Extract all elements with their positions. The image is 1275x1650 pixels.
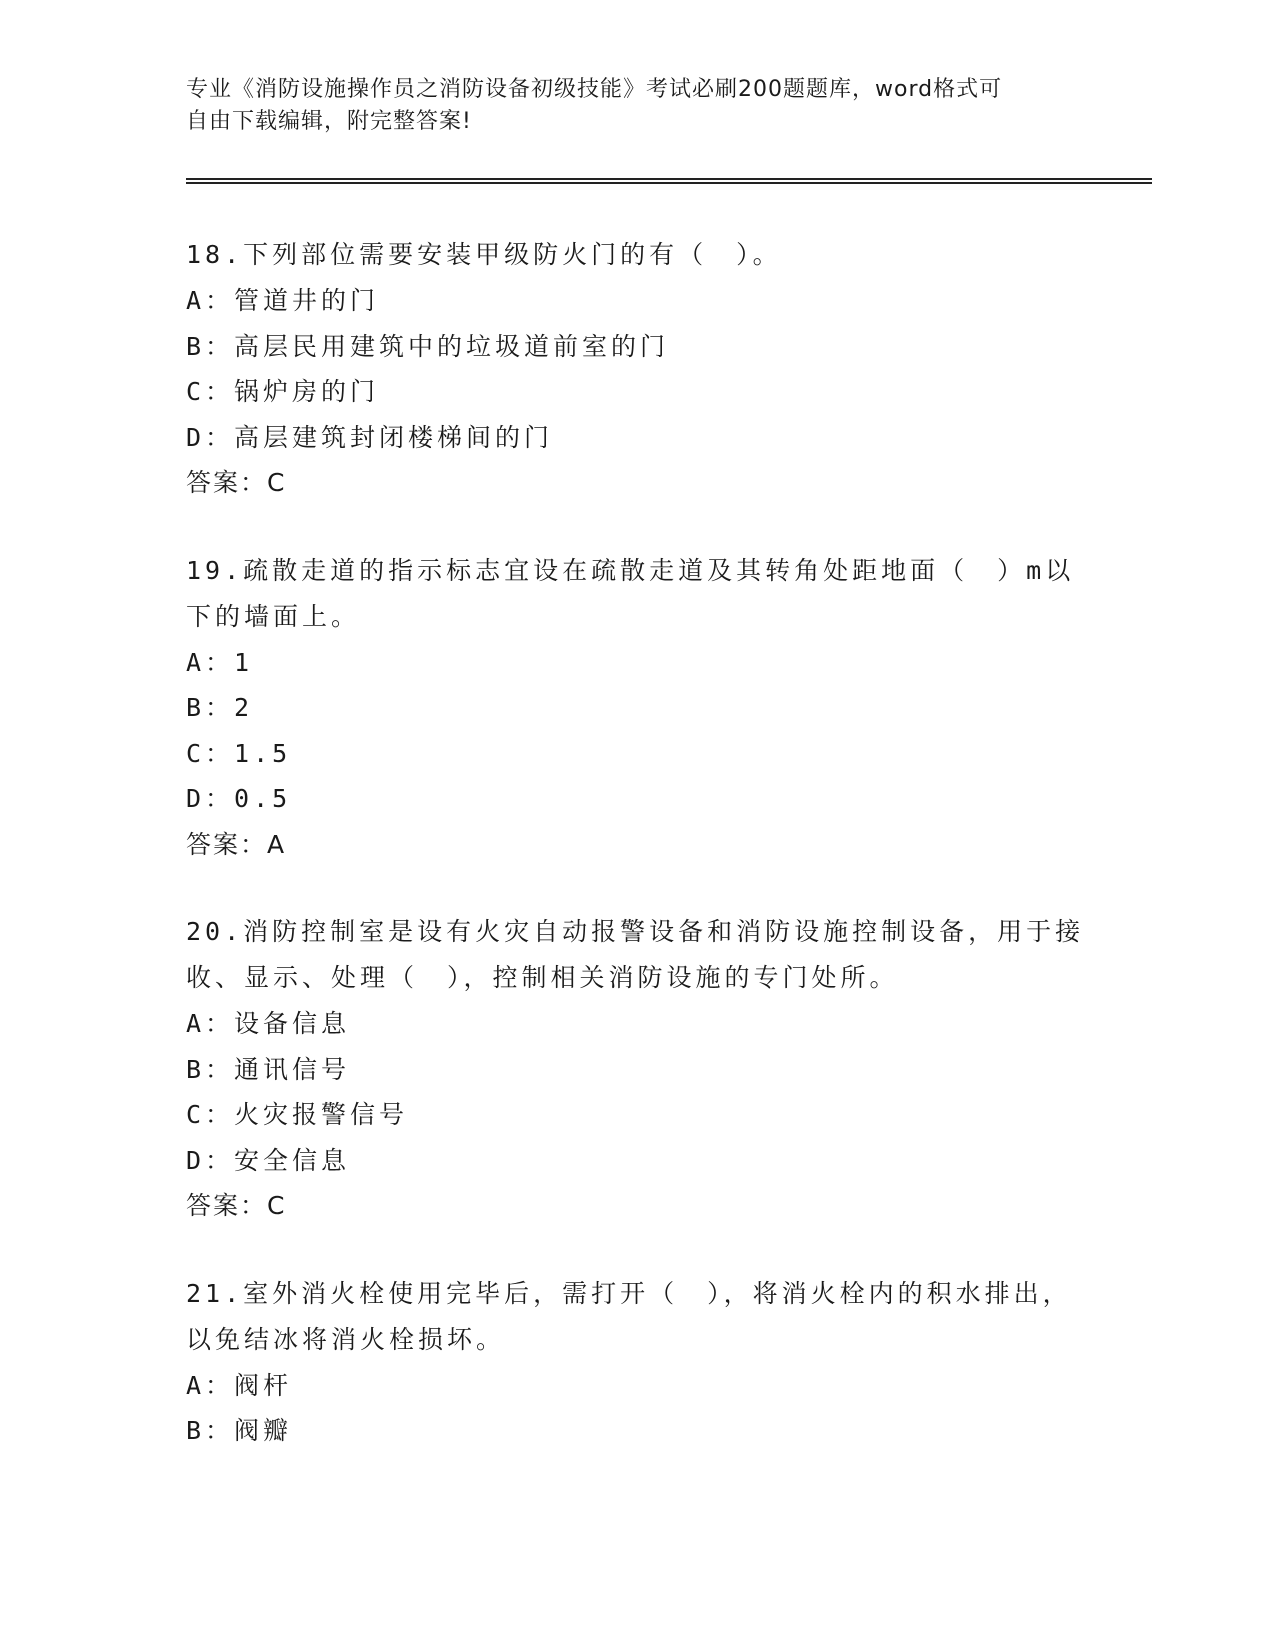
question-19 xyxy=(186,548,1086,868)
option-c: C：1.5 xyxy=(186,738,292,768)
question-list xyxy=(186,232,1086,1496)
answer-line: 答案：C xyxy=(186,1191,287,1220)
question-stem-line-1: 20.消防控制室是设有火灾自动报警设备和消防设施控制设备，用于接 xyxy=(186,917,1085,946)
option-b: B：高层民用建筑中的垃圾道前室的门 xyxy=(186,331,670,361)
option-a: A：设备信息 xyxy=(186,1009,351,1038)
option-b: B：2 xyxy=(186,693,254,722)
question-stem-line-2: 以免结冰将消火栓损坏。 xyxy=(186,1324,506,1354)
question-stem-line-1: 21.室外消火栓使用完毕后，需打开（ ），将消火栓内的积水排出， xyxy=(186,1278,1072,1308)
option-a: A：1 xyxy=(186,647,254,677)
option-c: C：锅炉房的门 xyxy=(186,377,380,406)
header-title-line-2: 自由下载编辑，附完整答案! xyxy=(186,109,472,134)
option-c: C：火灾报警信号 xyxy=(186,1100,409,1129)
question-stem-line-1: 19.疏散走道的指示标志宜设在疏散走道及其转角处距地面（ ）m以 xyxy=(186,555,1075,585)
question-20 xyxy=(186,909,1086,1229)
question-stem: 18.下列部位需要安装甲级防火门的有（ ）。 xyxy=(186,240,782,269)
header-title-line-1: 专业《消防设施操作员之消防设备初级技能》考试必刷200题题库，word格式可 xyxy=(186,77,1003,102)
header-double-rule xyxy=(186,178,1152,184)
answer-line: 答案：A xyxy=(186,829,287,859)
option-a: A：阀杆 xyxy=(186,1370,293,1400)
option-d: D：0.5 xyxy=(186,784,292,813)
question-stem-line-2: 下的墙面上。 xyxy=(186,601,361,631)
question-21 xyxy=(186,1271,1086,1454)
question-18 xyxy=(186,232,1086,506)
option-d: D：高层建筑封闭楼梯间的门 xyxy=(186,422,554,452)
option-b: B：通讯信号 xyxy=(186,1054,351,1084)
option-b: B：阀瓣 xyxy=(186,1416,293,1445)
option-a: A：管道井的门 xyxy=(186,286,380,315)
page-header xyxy=(186,74,1066,138)
answer-line: 答案：C xyxy=(186,468,287,497)
question-stem-line-2: 收、显示、处理（ ），控制相关消防设施的专门处所。 xyxy=(186,963,899,992)
option-d: D：安全信息 xyxy=(186,1145,351,1175)
